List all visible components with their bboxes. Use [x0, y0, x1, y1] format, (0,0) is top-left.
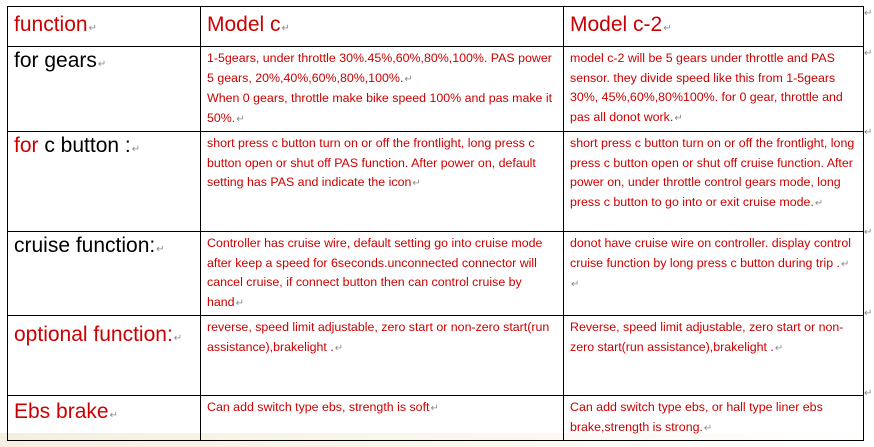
paragraph-mark: ↵: [571, 279, 580, 290]
row-end-mark: ↵: [864, 127, 873, 138]
row-label-cell: [8, 47, 201, 132]
table-header-row: [8, 7, 864, 47]
row-end-mark: ↵: [864, 227, 873, 238]
paragraph-mark: ↵: [703, 422, 713, 434]
cell-text: When 0 gears, throttle make bike speed 100% and pas make it 50%.: [207, 91, 553, 125]
cell-text: Can add switch type ebs, or hall type liner ebs brake,strength is strong.: [570, 400, 823, 434]
row-label-text: cruise function:: [14, 234, 156, 257]
model-c2-paragraph: [570, 318, 857, 358]
paragraph-mark: ↵: [430, 403, 439, 414]
paragraph-mark: ↵: [131, 144, 141, 155]
header-model-c2-text: Model c-2: [570, 13, 663, 36]
paragraph-mark: ↵: [841, 258, 850, 270]
cell-text: Can add switch type ebs, strength is soft: [207, 400, 430, 414]
row-label-cell: [8, 396, 201, 441]
paragraph-mark: ↵: [334, 342, 344, 354]
model-c-cell: [201, 232, 564, 316]
cell-text: 1-5gears, under throttle 30%.45%,60%,80%,100%. PAS power 5 gears, 20%,40%,60%,80%,100%.: [207, 51, 552, 85]
row-end-mark: ↵: [864, 48, 873, 59]
row-label-cell: [8, 316, 201, 396]
model-c2-cell: [564, 316, 864, 396]
cell-text: donot have cruise wire on controller. display control cruise function by long press c button during trip .: [570, 236, 852, 270]
paragraph-mark: ↵: [236, 113, 245, 125]
header-model-c-text: Model c: [207, 13, 281, 36]
cell-text: short press c button turn on or off the frontlight, long press c button open or shut off cruise function. After power on, under throttle control gears mode, long press c button to go into or exit cruise mode.: [570, 136, 855, 209]
paragraph-mark: ↵: [663, 23, 672, 34]
row-label-red-text: Ebs brake: [14, 400, 109, 423]
table-row-cruise: [8, 232, 864, 316]
paragraph-mark: ↵: [404, 73, 413, 85]
cell-text: model c-2 will be 5 gears under throttle and PAS sensor. they divide speed like this from 1-5gears 30%, 45%,60%,80%100%. for 0 gear, throttle and pas all donot work.: [570, 51, 843, 124]
table-row-gears: [8, 47, 864, 132]
row-label-red-text: for: [14, 134, 39, 157]
model-c-paragraph: [207, 398, 557, 419]
paragraph-mark: ↵: [774, 342, 784, 354]
model-c2-cell: [564, 396, 864, 441]
comparison-table: [7, 6, 864, 441]
paragraph-mark: ↵: [412, 178, 421, 189]
table-row-ebs: [8, 396, 864, 441]
model-c-paragraph: [207, 134, 557, 194]
header-function-cell: [8, 7, 201, 47]
cell-text: short press c button turn on or off the frontlight, long press c button open or shut off PAS function. After power on, default setting has PAS and indicate the icon: [207, 136, 536, 189]
cell-text: Controller has cruise wire, default setting go into cruise mode after keep a speed for 6seconds.unconnected connector will cancel cruise, if connect button then can control cruise by hand: [207, 236, 543, 309]
paragraph-mark: ↵: [109, 410, 118, 421]
model-c2-cell: [564, 232, 864, 316]
paragraph-mark: ↵: [281, 23, 290, 34]
header-model-c-cell: [201, 7, 564, 47]
model-c-paragraph: [207, 89, 557, 129]
header-function-text: function: [14, 13, 88, 36]
model-c-cell: [201, 316, 564, 396]
paragraph-mark: ↵: [156, 244, 165, 255]
row-label-text: c button :: [38, 134, 131, 157]
row-end-mark: ↵: [864, 388, 873, 399]
model-c2-paragraph: [570, 274, 857, 295]
model-c-cell: [201, 132, 564, 232]
row-end-mark: ↵: [864, 8, 873, 19]
model-c-paragraph: [207, 234, 557, 313]
model-c-paragraph: [207, 318, 557, 358]
paragraph-mark: ↵: [97, 59, 107, 70]
table-row-optional: [8, 316, 864, 396]
header-model-c2-cell: [564, 7, 864, 47]
paragraph-mark: ↵: [88, 23, 97, 34]
row-label-red-text: optional function:: [14, 323, 173, 346]
model-c-cell: [201, 396, 564, 441]
row-end-mark: ↵: [864, 308, 873, 319]
model-c2-paragraph: [570, 234, 857, 274]
paragraph-mark: ↵: [235, 297, 244, 309]
model-c2-paragraph: [570, 49, 857, 128]
row-label-cell: [8, 132, 201, 232]
table-row-c-button: [8, 132, 864, 232]
paragraph-mark: ↵: [674, 112, 683, 124]
row-label-cell: [8, 232, 201, 316]
model-c2-paragraph: [570, 134, 857, 213]
paragraph-mark: ↵: [173, 333, 183, 344]
paragraph-mark: ↵: [814, 197, 824, 209]
model-c2-cell: [564, 47, 864, 132]
cell-text: reverse, speed limit adjustable, zero start or non-zero start(run assistance),brakelight .: [207, 320, 550, 354]
model-c-paragraph: [207, 49, 557, 89]
model-c2-paragraph: [570, 398, 857, 438]
row-label-text: for gears: [14, 49, 97, 72]
model-c2-cell: [564, 132, 864, 232]
model-c-cell: [201, 47, 564, 132]
cell-text: Reverse, speed limit adjustable, zero start or non-zero start(run assistance),brakelight .: [570, 320, 844, 354]
